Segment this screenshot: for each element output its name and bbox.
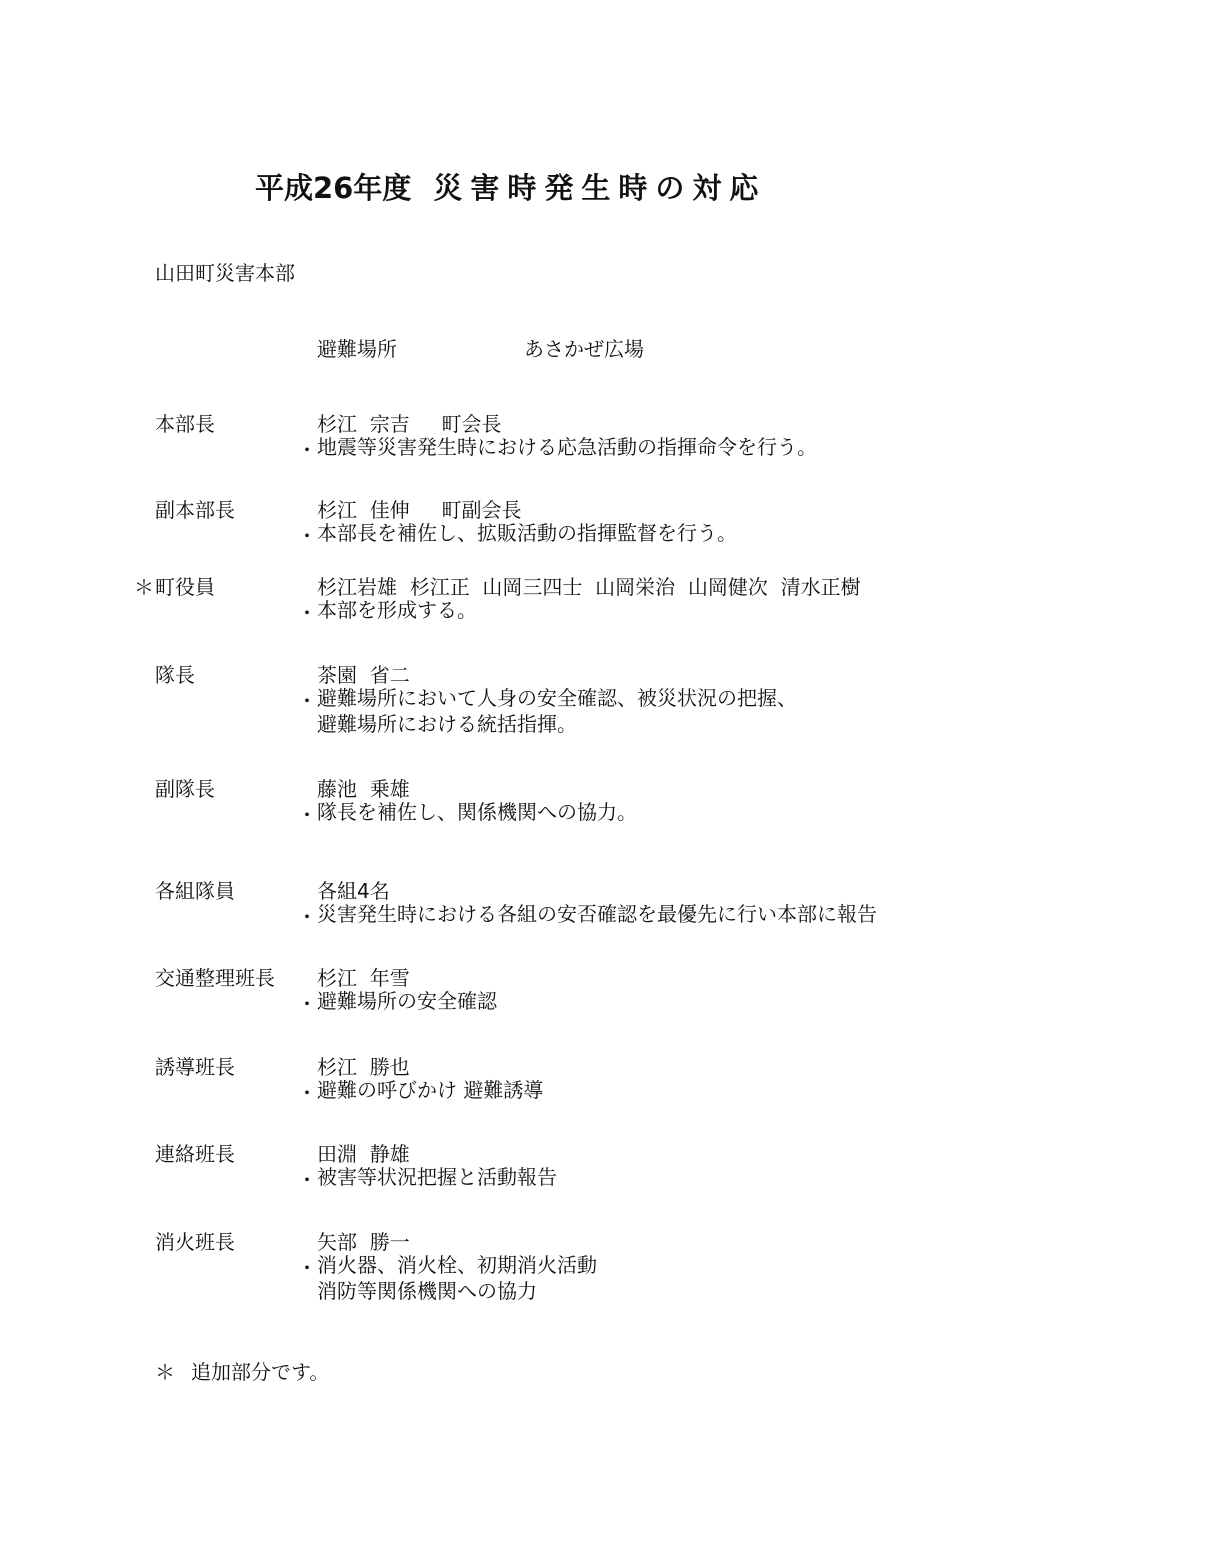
bullet-mark: ・	[297, 524, 317, 548]
entry-role: 消火班長	[155, 1230, 235, 1254]
entry-role: 隊長	[155, 663, 195, 687]
entry-description	[317, 1077, 543, 1103]
description-line: 地震等災害発生時における応急活動の指揮命令を行う。	[317, 435, 817, 459]
entry-description	[317, 597, 477, 623]
bullet-mark: ・	[297, 905, 317, 929]
entry-names: 矢部 勝一	[317, 1230, 410, 1254]
bullet-mark: ・	[297, 1168, 317, 1192]
description-line: 災害発生時における各組の安否確認を最優先に行い本部に報告	[317, 902, 877, 926]
asterisk-mark: ＊	[134, 575, 154, 599]
entry-names: 藤池 乗雄	[317, 777, 410, 801]
entry-names: 杉江 年雪	[317, 966, 410, 990]
entry-description	[317, 434, 817, 460]
entry-role: 副本部長	[155, 498, 235, 522]
entry-description	[317, 1164, 557, 1190]
entry-names: 田淵 静雄	[317, 1142, 410, 1166]
description-line: 避難場所における統括指揮。	[317, 712, 577, 736]
entry-names: 茶園 省二	[317, 663, 410, 687]
description-line: 消火器、消火栓、初期消火活動	[317, 1253, 597, 1277]
bullet-mark: ・	[297, 992, 317, 1016]
entry-description	[317, 520, 737, 546]
entry-names: 杉江 勝也	[317, 1055, 410, 1079]
bullet-mark: ・	[297, 601, 317, 625]
bullet-mark: ・	[297, 689, 317, 713]
title-year: 平成26年度	[255, 171, 412, 205]
description-line: 避難の呼びかけ 避難誘導	[317, 1078, 544, 1102]
description-line: 本部を形成する。	[317, 598, 477, 622]
entry-role: 副隊長	[155, 777, 215, 801]
entry-names: 杉江 佳伸 町副会長	[317, 498, 522, 522]
bullet-mark: ・	[297, 1256, 317, 1280]
entry-names: 杉江 宗吉 町会長	[317, 412, 502, 436]
entry-role: 各組隊員	[155, 879, 235, 903]
entry-description	[317, 685, 797, 737]
title-main: 災害時発生時の対応	[433, 171, 767, 205]
entry-description	[317, 901, 877, 927]
entry-role: 誘導班長	[155, 1055, 235, 1079]
footnote-text: 追加部分です。	[191, 1360, 330, 1384]
description-line: 消防等関係機関への協力	[317, 1279, 537, 1303]
evacuation-value: あさかぜ広場	[524, 337, 644, 361]
entry-names: 各組4名	[317, 879, 390, 903]
bullet-mark: ・	[297, 438, 317, 462]
footnote	[155, 1356, 329, 1385]
entry-role: 連絡班長	[155, 1142, 235, 1166]
entry-role: 交通整理班長	[155, 966, 275, 990]
description-line: 被害等状況把握と活動報告	[317, 1165, 557, 1189]
description-line: 避難場所において人身の安全確認、被災状況の把握、	[317, 686, 797, 710]
bullet-mark: ・	[297, 1081, 317, 1105]
bullet-mark: ・	[297, 803, 317, 827]
organization-name: 山田町災害本部	[155, 261, 295, 285]
description-line: 隊長を補佐し、関係機関への協力。	[317, 800, 637, 824]
entry-description	[317, 1252, 597, 1304]
entry-role: 町役員	[155, 575, 215, 599]
evacuation-label: 避難場所	[317, 337, 397, 361]
footnote-asterisk: ＊	[155, 1360, 175, 1384]
description-line: 本部長を補佐し、拡販活動の指揮監督を行う。	[317, 521, 737, 545]
entry-description	[317, 799, 637, 825]
description-line: 避難場所の安全確認	[317, 989, 497, 1013]
entry-role: 本部長	[155, 412, 215, 436]
entry-names: 杉江岩雄 杉江正 山岡三四士 山岡栄治 山岡健次 清水正樹	[317, 575, 861, 599]
page-title	[255, 166, 766, 207]
entry-description	[317, 988, 497, 1014]
